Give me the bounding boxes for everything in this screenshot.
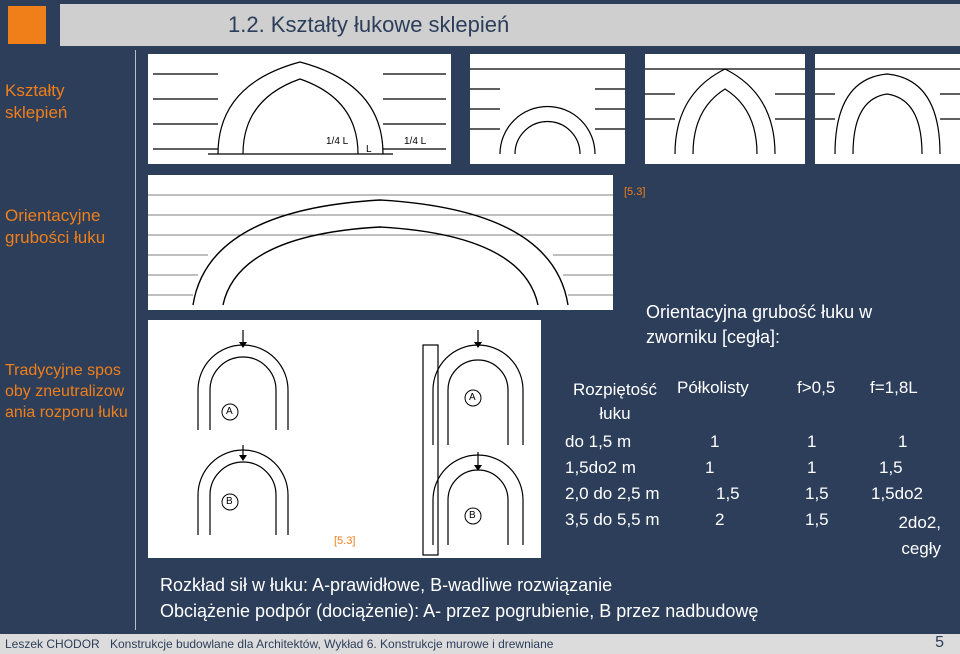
marker-a-right: A (469, 392, 476, 403)
table-cell-c2: 1,5 (716, 484, 740, 503)
table-cell-c2: 2 (715, 510, 725, 529)
figure-semicircular-arch (470, 54, 625, 164)
table-header-rise: f>0,5 (797, 378, 836, 397)
sidebar-item-shapes[interactable]: Kształty sklepień (5, 81, 68, 122)
header-accent-square (8, 6, 46, 44)
dim-quarter-left: 1/4 L (326, 136, 349, 147)
footer-course: Konstrukcje budowlane dla Architektów, Wykład 6. Konstrukcje murowe i drewniane (110, 637, 554, 651)
table-header-pointed: f=1,8L (870, 378, 918, 397)
table-cell-c4: 1 (898, 432, 908, 451)
citation-bottom: [5.3] (334, 535, 356, 547)
figure-brick-arch-wide (148, 175, 613, 310)
citation-top: [5.3] (624, 186, 646, 198)
footer (0, 634, 960, 654)
header-bar (60, 4, 960, 46)
page-number: 5 (935, 634, 944, 651)
table-cell-c4: 1,5 (879, 458, 903, 477)
table-cell-c3: 1 (807, 458, 817, 477)
footer-author: Leszek CHODOR (5, 637, 100, 651)
marker-b-left: B (226, 496, 233, 507)
marker-a-left: A (226, 406, 233, 417)
table-cell-span: do 1,5 m (565, 432, 632, 451)
page-title: 1.2. Kształty łukowe sklepień (228, 12, 510, 37)
table-cell-c2: 1 (710, 432, 720, 451)
table-cell-c2: 1 (705, 458, 715, 477)
dim-quarter-right: 1/4 L (404, 136, 427, 147)
table-cell-span: 3,5 do 5,5 m (565, 510, 660, 529)
table-cell-c3: 1,5 (805, 484, 829, 503)
dim-span: L (366, 144, 372, 155)
figure-pointed-arch-1 (148, 54, 451, 164)
table-cell-c4: 2do2, cegły (898, 513, 941, 558)
marker-b-right: B (469, 510, 476, 521)
support-load-caption: Obciążenie podpór (dociążenie): A- przez pogrubienie, B przez nadbudowę (160, 601, 759, 621)
sidebar-divider (135, 50, 136, 630)
table-cell-c3: 1,5 (805, 510, 829, 529)
table-cell-span: 2,0 do 2,5 m (565, 484, 660, 503)
table-cell-span: 1,5do2 m (565, 458, 636, 477)
sidebar-item-thrust[interactable]: Tradycyjne sposoby zneutralizowania rozporu łuku (5, 362, 128, 421)
table-cell-c3: 1 (807, 432, 817, 451)
force-distribution-caption: Rozkład sił w łuku: A-prawidłowe, B-wadliwe rozwiązanie (160, 575, 613, 595)
table-header-span: Rozpiętość łuku (572, 380, 658, 423)
table-cell-c4: 1,5do2 (871, 484, 923, 503)
figure-force-distribution (148, 320, 541, 558)
figure-pointed-arch-2 (645, 54, 805, 164)
table-header-semicircle: Półkolisty (677, 378, 749, 397)
figure-segmental-arch (815, 54, 960, 164)
orientation-title: Orientacyjna grubość łuku w zworniku [cegła]: (646, 302, 873, 347)
sidebar-item-thickness[interactable]: Orientacyjne grubości łuku (5, 206, 106, 247)
